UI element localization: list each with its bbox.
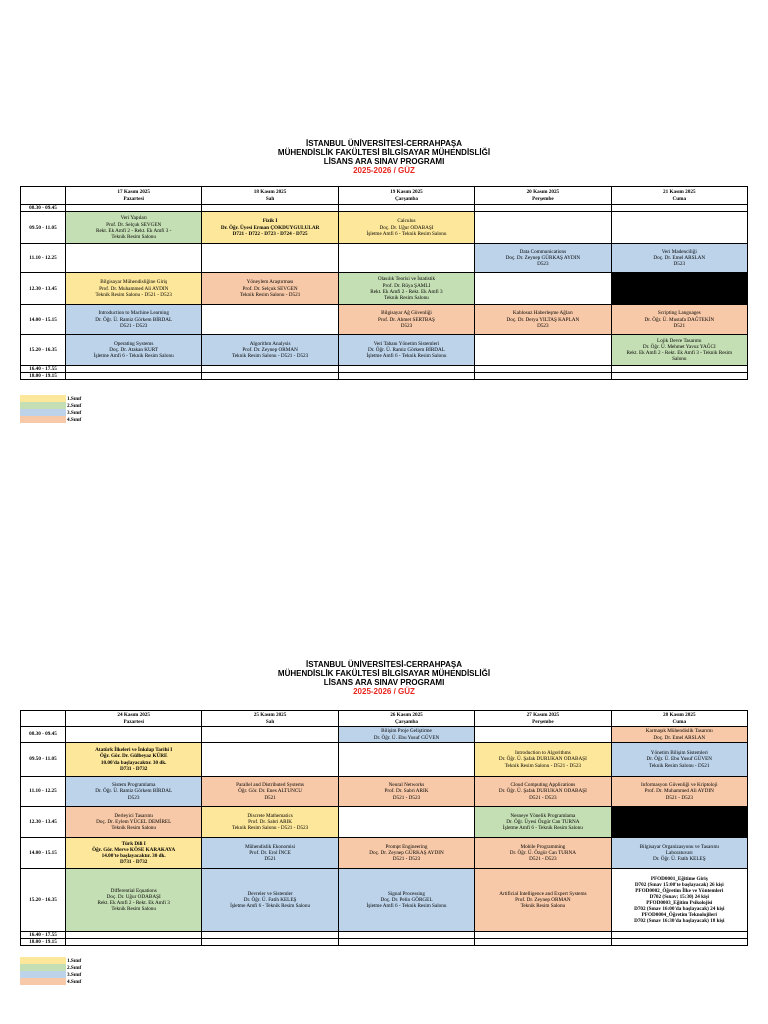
- legend-item: 4.Sınıf: [20, 978, 81, 985]
- exam-cell: Atatürk İlkeleri ve İnkılap Tarihi I Öğr. Gör. Dr. Gülbeyaz KÜRE 10.00'da başlayacaktır. 30 dk. D731 - D732: [66, 743, 202, 777]
- blocked-cell: [611, 807, 747, 838]
- time-row: [21, 366, 748, 373]
- exam-cell: Veri Yapıları Prof. Dr. Selçuk SEVGEN Rekt. Ek Amfi 2 - Rekt. Ek Amfi 3 - Teknik Resim Salonu: [66, 212, 202, 244]
- time-slot: 16.40 - 17.55: [21, 932, 66, 939]
- legend-swatch: [20, 978, 66, 985]
- day-header: 25 Kasım 2025 Salı: [202, 711, 338, 727]
- time-row: [21, 777, 748, 807]
- time-row: [21, 807, 748, 838]
- exam-cell: Olasılık Teorisi ve İstatistik Prof. Dr. Rüya ŞAMLI Rekt. Ek Amfi 2 - Rekt. Ek Amfi 3 Teknik Resim Salonu: [338, 273, 474, 305]
- day-header: 26 Kasım 2025 Çarşamba: [338, 711, 474, 727]
- time-slot: 11.10 - 12.25: [21, 244, 66, 273]
- exam-cell: Derleyici Tasarımı Doç. Dr. Eylem YÜCEL DEMİREL Teknik Resim Salonu: [66, 807, 202, 838]
- class-legend-week2: [20, 957, 81, 985]
- exam-cell: Bilişim Proje Geliştirme Dr. Öğr. Ü. Ebu Yusuf GÜVEN: [338, 727, 474, 743]
- exam-cell: Sistem Programlama Dr. Öğr. Ü. Ramiz Görkem BİRDAL D523: [66, 777, 202, 807]
- exam-cell: Fizik I Dr. Öğr. Üyesi Erman ÇOKDUYGULULAR D721 - D722 - D723 - D724 - D725: [202, 212, 338, 244]
- exam-cell: Nesneye Yönelik Programlama Dr. Öğr. Üyesi Özgür Can TURNA İşletme Amfi 6 - Teknik Resim Salonu: [475, 807, 611, 838]
- exam-cell: Algorithm Analysis Prof. Dr. Zeynep ORMAN Teknik Resim Salonu - D521 - D523: [202, 335, 338, 366]
- legend-swatch: [20, 416, 66, 423]
- time-row: [21, 205, 748, 212]
- time-row: [21, 932, 748, 939]
- day-header: 19 Kasım 2025 Çarşamba: [338, 187, 474, 205]
- blocked-cell: [611, 273, 747, 305]
- legend-swatch: [20, 395, 66, 402]
- time-slot: 18.00 - 19.15: [21, 373, 66, 380]
- time-row: [21, 869, 748, 932]
- day-header: 21 Kasım 2025 Cuma: [611, 187, 747, 205]
- exam-cell: Mühendislik Ekonomisi Prof. Dr. Erol İNCE D521: [202, 838, 338, 869]
- faculty-title: MÜHENDİSLİK FAKÜLTESİ BİLGİSAYAR MÜHENDİSLİĞİ: [277, 669, 491, 678]
- legend-swatch: [20, 964, 66, 971]
- time-row: [21, 305, 748, 335]
- program-title: LİSANS ARA SINAV PROGRAMI: [323, 678, 445, 687]
- exam-cell: Calculus Doç. Dr. Uğur ODABAŞI İşletme Amfi 6 - Teknik Resim Salonu: [338, 212, 474, 244]
- exam-cell: Data Communications Doç. Dr. Zeynep GÜRKAŞ AYDIN D523: [475, 244, 611, 273]
- time-row: [21, 244, 748, 273]
- schedule-header-week2: [0, 660, 768, 696]
- time-slot: 11.10 - 12.25: [21, 777, 66, 807]
- legend-swatch: [20, 957, 66, 964]
- legend-item: 2.Sınıf: [20, 964, 81, 971]
- legend-swatch: [20, 402, 66, 409]
- exam-cell: Prompt Engineering Doç. Dr. Zeynep GÜRKAŞ AYDIN D521 - D523: [338, 838, 474, 869]
- legend-item: 1.Sınıf: [20, 957, 81, 964]
- corner-cell: [21, 711, 66, 727]
- time-slot: 14.00 - 15.15: [21, 838, 66, 869]
- exam-cell: Cloud Computing Applications Dr. Öğr. Ü. Şafak DURUKAN ODABAŞI D521 - D523: [475, 777, 611, 807]
- exam-cell: Devreler ve Sistemler Dr. Öğr. Ü. Fatih KELEŞ İşletme Amfi 6 - Teknik Resim Salonu: [202, 869, 338, 932]
- day-header: 24 Kasım 2025 Pazartesi: [66, 711, 202, 727]
- exam-cell: Introduction to Algorithms Dr. Öğr. Ü. Şafak DURUKAN ODABAŞI Teknik Resim Salonu - D521 - D523: [475, 743, 611, 777]
- time-row: [21, 335, 748, 366]
- time-slot: 08.30 - 09.45: [21, 727, 66, 743]
- exam-cell: Mobile Programming Dr. Öğr. Ü. Özgür Can TURNA D521 - D523: [475, 838, 611, 869]
- exam-cell: Parallel and Distributed Systems Öğr. Gör. Dr. Enes ALTUNCU D521: [202, 777, 338, 807]
- exam-schedule-week1: [20, 186, 748, 380]
- time-slot: 16.40 - 17.55: [21, 366, 66, 373]
- program-title: LİSANS ARA SINAV PROGRAMI: [323, 157, 445, 166]
- legend-item: 3.Sınıf: [20, 409, 81, 416]
- time-slot: 15.20 - 16.35: [21, 869, 66, 932]
- exam-cell: Karmaşık Mühendislik Tasarımı Doç. Dr. Emel ARSLAN: [611, 727, 747, 743]
- class-legend-week1: [20, 395, 81, 423]
- exam-cell: Signal Processing Doç. Dr. Pelin GÖRGEL İşletme Amfi 6 - Teknik Resim Salonu: [338, 869, 474, 932]
- exam-cell: Yönetim Bilişim Sistemleri Dr. Öğr. Ü. Ebu Yusuf GÜVEN Teknik Resim Salonu - D521: [611, 743, 747, 777]
- time-row: [21, 273, 748, 305]
- exam-cell: Kablosuz Haberleşme Ağları Doç. Dr. Derya YILTAŞ KAPLAN D523: [475, 305, 611, 335]
- exam-cell: Informasyon Güvenliği ve Kriptoloji Prof. Dr. Muhammed Ali AYDIN D521 - D523: [611, 777, 747, 807]
- exam-cell: Veri Tabanı Yönetim Sistemleri Dr. Öğr. Ü. Ramiz Görkem BİRDAL İşletme Amfi 6 - Teknik Resim Salonu: [338, 335, 474, 366]
- time-slot: 18.00 - 19.15: [21, 939, 66, 946]
- day-header-row: [21, 711, 748, 727]
- time-slot: 12.30 - 13.45: [21, 807, 66, 838]
- legend-item: 4.Sınıf: [20, 416, 81, 423]
- exam-cell: PFOD0001_Eğitime Giriş D702 (Sınav 15:00'te başlayacak) 26 kişi PFOD0002_Öğretim İlke ve Yöntemleri D702 (Sınav; 15:30) 24 kişi PFOD0003_Eğitim Psikolojisi D702 (Sınav 16:00'da başlayacak) 24 kişi PFOD0004_Öğretim Teknolojileri D702 (Sınav 16:30'da başlayacak) 18 kişi: [611, 869, 747, 932]
- exam-cell: Differential Equations Doç. Dr. Uğur ODABAŞI Rekt. Ek Amfi 2 - Rekt. Ek Amfi 3 Teknik Resim Salonu: [66, 869, 202, 932]
- term-title: 2025-2026 / GÜZ: [353, 687, 415, 696]
- time-slot: 12.30 - 13.45: [21, 273, 66, 305]
- legend-item: 1.Sınıf: [20, 395, 81, 402]
- day-header: 18 Kasım 2025 Salı: [202, 187, 338, 205]
- exam-cell: Bilgisayar Organizasyonu ve Tasarımı Laboratuvarı Dr. Öğr. Ü. Fatih KELEŞ: [611, 838, 747, 869]
- day-header: 20 Kasım 2025 Perşembe: [475, 187, 611, 205]
- legend-item: 2.Sınıf: [20, 402, 81, 409]
- day-header-row: [21, 187, 748, 205]
- time-slot: 08.30 - 09.45: [21, 205, 66, 212]
- exam-cell: Artificial Intelligence and Expert Systems Prof. Dr. Zeynep ORMAN Teknik Resim Salonu: [475, 869, 611, 932]
- time-slot: 14.00 - 15.15: [21, 305, 66, 335]
- exam-cell: Bilgisayar Ağ Güvenliği Prof. Dr. Ahmet SERTBAŞ D523: [338, 305, 474, 335]
- time-row: [21, 838, 748, 869]
- corner-cell: [21, 187, 66, 205]
- exam-cell: Türk Dili I Öğr. Gör. Merve KÖSE KARAKAYA 14.00'te başlayacaktır. 30 dk. D731 - D732: [66, 838, 202, 869]
- time-slot: 09.50 - 11.05: [21, 212, 66, 244]
- schedule-header-week1: [0, 139, 768, 175]
- legend-swatch: [20, 409, 66, 416]
- exam-cell: Introduction to Machine Learning Dr. Öğr. Ü. Ramiz Görkem BİRDAL D521 - D523: [66, 305, 202, 335]
- exam-cell: Discrete Mathematics Prof. Dr. Sabri ARIK Teknik Resim Salonu - D521 - D523: [202, 807, 338, 838]
- exam-cell: Operating Systems Doç. Dr. Atakan KURT İşletme Amfi 6 - Teknik Resim Salonu: [66, 335, 202, 366]
- time-row: [21, 743, 748, 777]
- exam-cell: Veri Madenciliği Doç. Dr. Emel ARSLAN D523: [611, 244, 747, 273]
- legend-swatch: [20, 971, 66, 978]
- term-title: 2025-2026 / GÜZ: [353, 166, 415, 175]
- university-title: İSTANBUL ÜNİVERSİTESİ-CERRAHPAŞA: [305, 660, 462, 669]
- time-row: [21, 373, 748, 380]
- time-slot: 15.20 - 16.35: [21, 335, 66, 366]
- time-row: [21, 939, 748, 946]
- day-header: 28 Kasım 2025 Cuma: [611, 711, 747, 727]
- day-header: 27 Kasım 2025 Perşembe: [475, 711, 611, 727]
- exam-cell: Neural Networks Prof. Dr. Sabri ARIK D521 - D523: [338, 777, 474, 807]
- legend-item: 3.Sınıf: [20, 971, 81, 978]
- exam-cell: Yöneylem Araştırması Prof. Dr. Selçuk SEVGEN Teknik Resim Salonu - D521: [202, 273, 338, 305]
- time-row: [21, 212, 748, 244]
- day-header: 17 Kasım 2025 Pazartesi: [66, 187, 202, 205]
- exam-cell: Scripting Languages Dr. Öğr. Ü. Mustafa DAĞTEKİN D521: [611, 305, 747, 335]
- university-title: İSTANBUL ÜNİVERSİTESİ-CERRAHPAŞA: [305, 139, 462, 148]
- time-row: [21, 727, 748, 743]
- exam-schedule-week2: [20, 710, 748, 946]
- exam-cell: Lojik Devre Tasarımı Dr. Öğr. Ü. Mehmet Yavuz YAĞCI Rekt. Ek Amfi 2 - Rekt. Ek Amfi 3 - Teknik Resim Salonu: [611, 335, 747, 366]
- time-slot: 09.50 - 11.05: [21, 743, 66, 777]
- faculty-title: MÜHENDİSLİK FAKÜLTESİ BİLGİSAYAR MÜHENDİSLİĞİ: [277, 148, 491, 157]
- exam-cell: Bilgisayar Mühendisliğine Giriş Prof. Dr. Muhammed Ali AYDIN Teknik Resim Salonu - D521 - D523: [66, 273, 202, 305]
